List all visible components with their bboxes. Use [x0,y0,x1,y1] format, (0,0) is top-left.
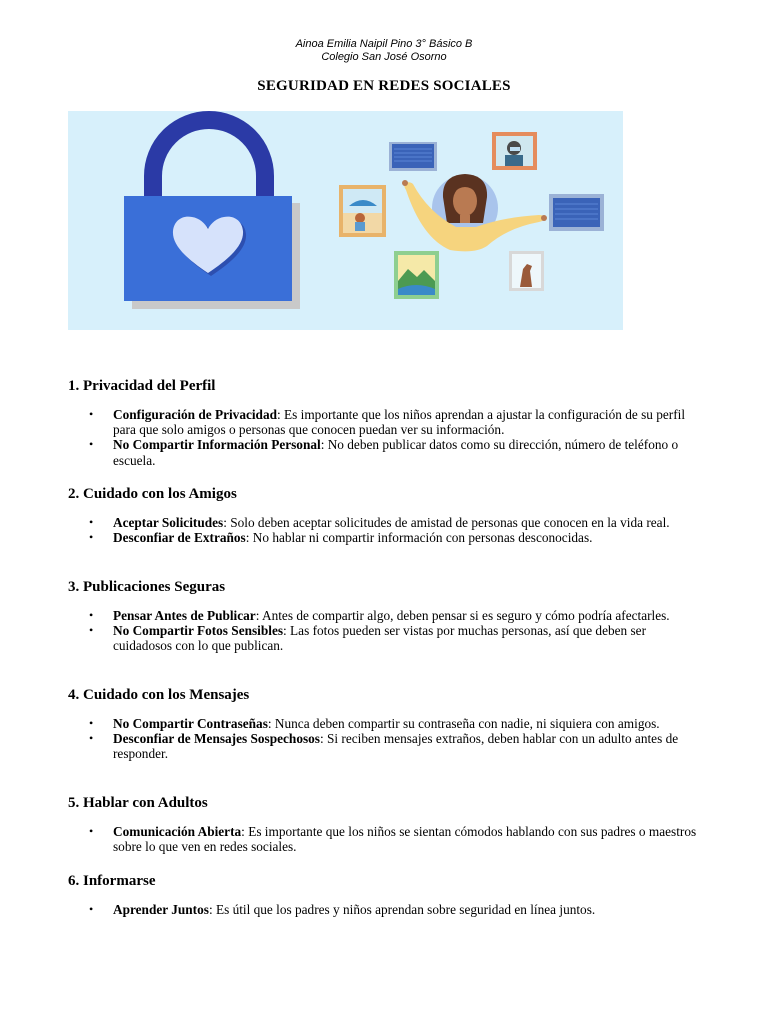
bullet-icon: • [89,902,94,916]
item-text: : Las fotos pueden ser vistas por muchas personas, así que deben ser cuidadosos con lo que publican. [113,623,647,654]
author-line: Ainoa Emilia Naipil Pino 3° Básico B [295,38,473,50]
item-text: : Solo deben aceptar solicitudes de amistad de personas que conocen en la vida real. [223,515,670,530]
item-text: : Antes de compartir algo, deben pensar si es seguro y cómo podría afectarles. [255,608,670,623]
bullet-list [68,824,700,854]
item-term: Aprender Juntos [113,902,209,917]
list-item [68,608,700,623]
section-heading: 2. Cuidado con los Amigos [68,486,237,502]
section-amigos [68,484,700,545]
photo-frame-icon [394,251,439,299]
item-term: Aceptar Solicitudes [113,515,224,530]
item-term: Desconfiar de Extraños [113,530,246,546]
section-heading: 5. Hablar con Adultos [68,795,208,811]
bullet-icon: • [89,824,94,838]
photo-frame-icon [492,132,537,170]
bullet-icon: • [89,407,94,421]
screen-frame-icon [549,194,604,231]
item-text: : Es útil que los padres y niños aprendan sobre seguridad en línea juntos. [208,902,596,917]
list-item [68,437,700,467]
bullet-list [68,716,700,762]
list-item [68,731,700,761]
photo-frame-icon [339,185,386,237]
bullet-icon: • [89,530,94,545]
item-term: Comunicación Abierta [113,824,242,839]
item-term: No Compartir Información Personal [113,437,321,453]
screen-frame-icon [389,142,437,171]
section-heading: 3. Publicaciones Seguras [68,579,226,595]
bullet-icon: • [89,731,94,746]
school-line: Colegio San José Osorno [321,51,447,63]
list-item [68,530,700,545]
bullet-list [68,608,700,654]
bullet-icon: • [89,608,94,622]
item-term: Desconfiar de Mensajes Sospechosos [113,731,320,747]
list-item [68,716,700,731]
list-item [68,902,700,917]
bullet-list [68,902,700,917]
section-mensajes [68,685,700,762]
bullet-icon: • [89,515,94,529]
list-item [68,824,700,854]
item-text: : Es importante que los niños se sientan cómodos hablando con sus padres o maestros sobre lo que ven en redes sociales. [113,824,697,855]
document-header [0,38,768,64]
section-privacidad [68,376,700,468]
section-heading: 6. Informarse [68,873,156,889]
bullet-list [68,407,700,468]
bullet-icon: • [89,716,94,730]
item-term: No Compartir Fotos Sensibles [113,623,284,639]
list-item [68,515,700,530]
section-informarse [68,871,700,917]
security-illustration [68,111,623,330]
item-text: : No hablar ni compartir información con personas desconocidas. [245,530,593,546]
bullet-list [68,515,700,545]
photo-frame-icon [509,251,544,291]
item-term: Pensar Antes de Publicar [113,608,256,623]
item-text: : No deben publicar datos como su dirección, número de teléfono o escuela. [113,437,679,468]
item-term: No Compartir Contraseñas [113,716,268,731]
item-term: Configuración de Privacidad [113,407,277,422]
list-item [68,623,700,653]
list-item [68,407,700,437]
section-heading: 1. Privacidad del Perfil [68,378,216,394]
section-heading: 4. Cuidado con los Mensajes [68,687,250,703]
bullet-icon: • [89,623,94,638]
bullet-icon: • [89,437,94,452]
document-title: SEGURIDAD EN REDES SOCIALES [257,78,511,94]
section-adultos [68,793,700,854]
item-text: : Si reciben mensajes extraños, deben hablar con un adulto antes de responder. [113,731,679,762]
item-text: : Es importante que los niños aprendan a ajustar la configuración de su perfil para que solo amigos o personas que conocen puedan ver su información. [113,407,686,438]
item-text: : Nunca deben compartir su contraseña con nadie, ni siquiera con amigos. [267,716,660,731]
section-publicaciones [68,577,700,654]
